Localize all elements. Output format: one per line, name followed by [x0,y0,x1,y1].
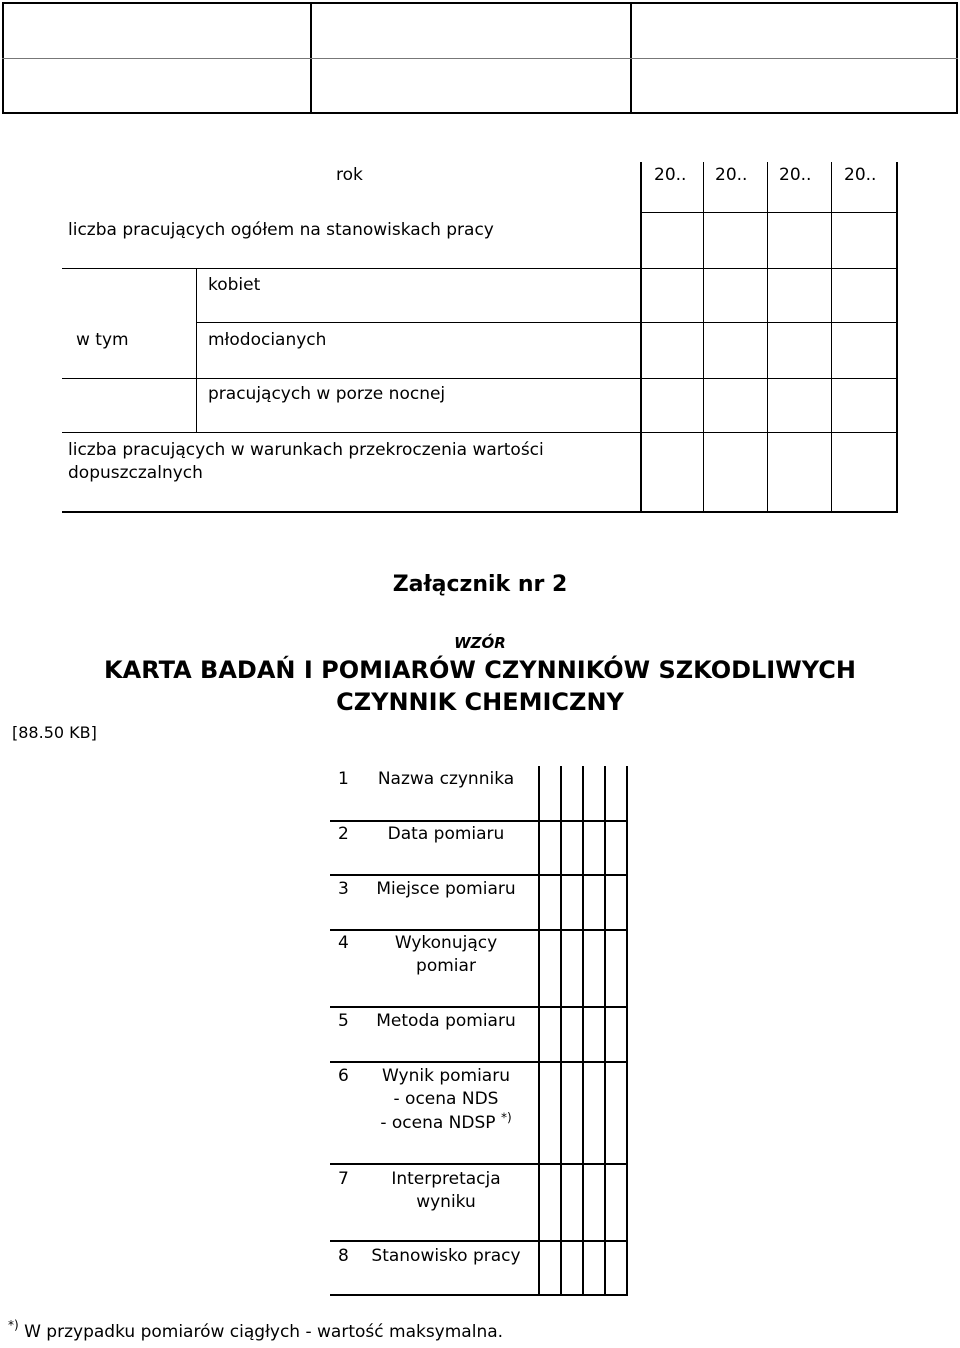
row-label-performed-by-cont: pomiar [416,956,476,976]
footnote-marker: *) [500,1110,512,1125]
col-divider [626,766,628,1296]
row-night-workers: pracujących w porze nocnej [208,384,446,404]
col-divider [560,766,562,1296]
row-label-result-ndsp [356,1110,536,1134]
row-label-measurement-place: Miejsce pomiaru [376,879,516,899]
row-exceeded-limits-cont: dopuszczalnych [68,463,203,483]
row-number: 4 [338,933,349,953]
row-number: 7 [338,1169,349,1189]
card-title: KARTA BADAŃ I POMIARÓW CZYNNIKÓW SZKODLIWYCH [104,656,856,684]
row-label-result-nds: - ocena NDS [393,1089,499,1109]
card-subtitle: CZYNNIK CHEMICZNY [336,688,624,716]
row-label-interpretation: Interpretacja [391,1169,501,1189]
row-juveniles: młodocianych [208,330,327,350]
row-divider [330,1163,628,1165]
file-size-label: [88.50 KB] [12,723,97,742]
footnote-marker: *) [8,1318,19,1332]
row-divider [330,1240,628,1242]
row-divider [330,1006,628,1008]
row-label-result: Wynik pomiaru [382,1066,510,1086]
footnote-text: W przypadku pomiarów ciągłych - wartość maksymalna. [24,1322,504,1342]
row-divider [62,268,898,269]
annex-title: Załącznik nr 2 [392,572,568,597]
row-divider [62,378,898,379]
row-total-workers: liczba pracujących ogółem na stanowiskach pracy [68,220,494,240]
row-number: 3 [338,879,349,899]
row-number: 6 [338,1066,349,1086]
row-divider [62,432,898,433]
col-divider [640,162,642,513]
footnote [8,1318,504,1342]
row-women: kobiet [208,275,261,295]
template-label: WZÓR [454,634,506,652]
year-column-4: 20.. [844,165,877,185]
row-number: 5 [338,1011,349,1031]
row-number: 8 [338,1246,349,1266]
row-label-workstation: Stanowisko pracy [371,1246,521,1266]
col-divider [582,766,584,1296]
row-divider [330,874,628,876]
border-line [2,58,958,59]
row-label-method: Metoda pomiaru [376,1011,516,1031]
row-label-measurement-date: Data pomiaru [387,824,505,844]
row-divider [330,820,628,822]
border-line [2,112,958,114]
row-label-agent-name: Nazwa czynnika [377,769,515,789]
col-divider [604,766,606,1296]
row-exceeded-limits: liczba pracujących w warunkach przekroczenia wartości [68,440,544,460]
row-number: 2 [338,824,349,844]
col-divider [896,162,898,513]
row-including: w tym [76,330,129,350]
col-divider [196,268,197,432]
year-column-2: 20.. [715,165,748,185]
year-column-1: 20.. [654,165,687,185]
row-number: 1 [338,769,349,789]
year-label: rok [336,165,363,185]
year-column-3: 20.. [779,165,812,185]
col-divider [767,162,768,513]
row-divider [640,212,898,213]
row-divider [330,1061,628,1063]
col-divider [538,766,540,1296]
row-label-performed-by: Wykonujący [394,933,498,953]
ndsp-text: - ocena NDSP [380,1113,496,1133]
row-divider [62,511,898,513]
col-divider [831,162,832,513]
row-label-interpretation-cont: wyniku [416,1192,476,1212]
col-divider [703,162,704,513]
border-line [2,2,958,4]
row-divider [196,322,898,323]
row-divider [330,929,628,931]
